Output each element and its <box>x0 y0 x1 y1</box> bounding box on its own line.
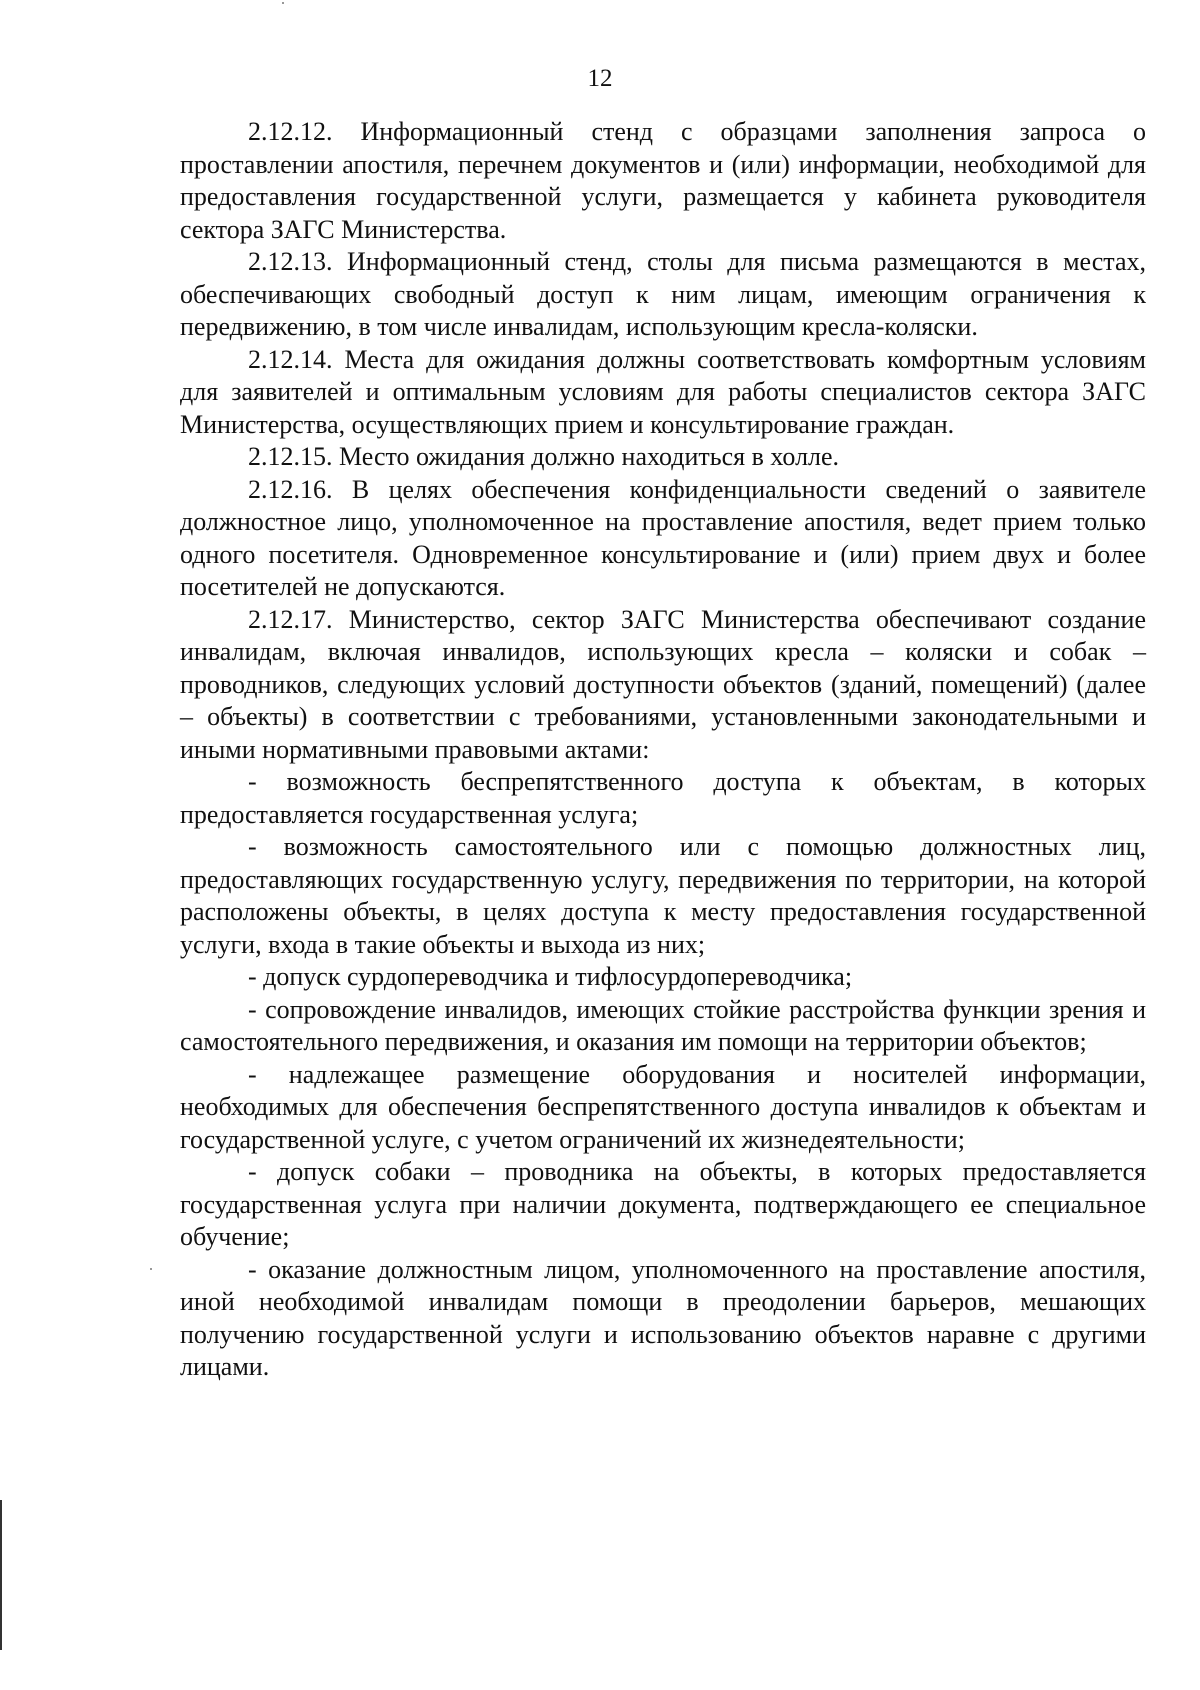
document-body <box>180 116 1146 1384</box>
page-number: 12 <box>587 65 613 92</box>
list-item-independent-movement: - возможность самостоятельного или с помощью должностных лиц, предоставляющих государственную услугу, передвижения по территории, на которой расположены объекты, в целях доступа к месту предоставления государственной услуги, входа в такие объекты и выхода из них; <box>180 832 1146 959</box>
scan-edge-mark <box>0 1500 2 1650</box>
list-item-interpreter-admission: - допуск сурдопереводчика и тифлосурдопереводчика; <box>248 962 853 991</box>
list-item-equipment-placement: - надлежащее размещение оборудования и носителей информации, необходимых для обеспечения беспрепятственного доступа инвалидов к объектам и государственной услуге, с учетом ограничений их жизнедеятельности; <box>180 1059 1146 1154</box>
paragraph-2-12-16: 2.12.16. В целях обеспечения конфиденциальности сведений о заявителе должностное лицо, уполномоченное на проставление апостиля, ведет прием только одного посетителя. Одновременное консультирование и (или) прием двух и более посетителей не допускаются. <box>180 474 1146 601</box>
list-item-assistance: - оказание должностным лицом, уполномоченного на проставление апостиля, иной необходимой инвалидам помощи в преодолении барьеров, мешающих получению государственной услуги и использованию объектов наравне с другими лицами. <box>180 1254 1146 1381</box>
scan-speck <box>282 2 284 4</box>
list-item-guide-dog-admission: - допуск собаки – проводника на объекты, в которых предоставляется государственная услуга при наличии документа, подтверждающего ее специальное обучение; <box>180 1157 1146 1251</box>
paragraph-2-12-12: 2.12.12. Информационный стенд с образцами заполнения запроса о проставлении апостиля, перечнем документов и (или) информации, необходимой для предоставления государственной услуги, размещается у кабинета руководителя сектора ЗАГС Министерства. <box>180 117 1146 244</box>
paragraph-2-12-14: 2.12.14. Места для ожидания должны соответствовать комфортным условиям для заявителей и оптимальным условиям для работы специалистов сектора ЗАГС Министерства, осуществляющих прием и консультирование граждан. <box>180 344 1146 439</box>
paragraph-2-12-17: 2.12.17. Министерство, сектор ЗАГС Министерства обеспечивают создание инвалидам, включая инвалидов, использующих кресла – коляски и собак – проводников, следующих условий доступности объектов (зданий, помещений) (далее – объекты) в соответствии с требованиями, установленными законодательными и иными нормативными правовыми актами: <box>180 604 1146 764</box>
list-item-escort: - сопровождение инвалидов, имеющих стойкие расстройства функции зрения и самостоятельного передвижения, и оказания им помощи на территории объектов; <box>180 994 1146 1056</box>
paragraph-2-12-15: 2.12.15. Место ожидания должно находиться в холле. <box>248 442 840 471</box>
scan-speck <box>150 1268 152 1270</box>
paragraph-2-12-13: 2.12.13. Информационный стенд, столы для письма размещаются в местах, обеспечивающих свободный доступ к ним лицам, имеющим ограничения к передвижению, в том числе инвалидам, использующим кресла-коляски. <box>180 247 1146 341</box>
list-item-barrier-free-access: - возможность беспрепятственного доступа к объектам, в которых предоставляется государственная услуга; <box>180 767 1146 829</box>
